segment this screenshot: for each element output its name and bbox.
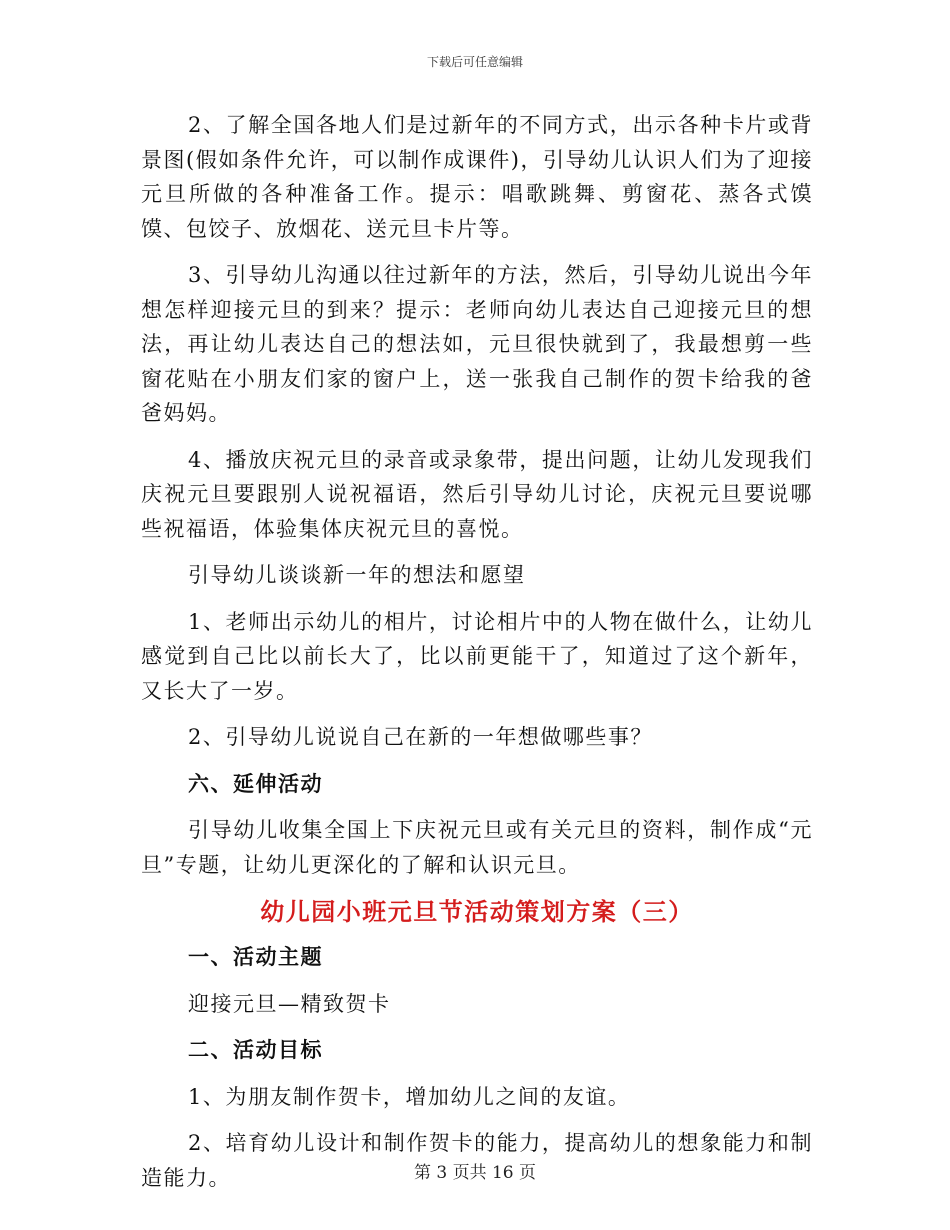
paragraph: 引导幼儿谈谈新一年的想法和愿望 [188, 563, 526, 587]
paragraph: 4、播放庆祝元旦的录音或录象带，提出问题，让幼儿发现我们庆祝元旦要跟别人说祝福语，然后引导幼儿讨论，庆祝元旦要说哪些祝福语，体验集体庆祝元旦的喜悦。 [141, 447, 813, 541]
page-header: 下载后可任意编辑 [426, 55, 523, 69]
paragraph: 引导幼儿收集全国上下庆祝元旦或有关元旦的资料，制作成“元旦”专题，让幼儿更深化的了解和认识元旦。 [141, 818, 813, 877]
section-title: 幼儿园小班元旦节活动策划方案（三） [260, 897, 694, 926]
paragraph: 1、老师出示幼儿的相片，讨论相片中的人物在做什么，让幼儿感觉到自己比以前长大了，比以前更能干了，知道过了这个新年，又长大了一岁。 [141, 609, 813, 703]
document-body [141, 108, 813, 1207]
paragraph: 2、了解全国各地人们是过新年的不同方式，出示各种卡片或背景图(假如条件允许，可以制作成课件)，引导幼儿认识人们为了迎接元旦所做的各种准备工作。提示：唱歌跳舞、剪窗花、蒸各式馍馍、包饺子、放烟花、送元旦卡片等。 [141, 113, 813, 241]
section-heading: 二、活动目标 [188, 1037, 323, 1062]
paragraph: 2、培育幼儿设计和制作贺卡的能力，提高幼儿的想象能力和制造能力。 [141, 1131, 813, 1190]
paragraph: 2、引导幼儿说说自己在新的一年想做哪些事？ [188, 725, 653, 749]
section-heading: 六、延伸活动 [188, 770, 323, 796]
paragraph: 迎接元旦—精致贺卡 [188, 991, 391, 1016]
paragraph: 1、为朋友制作贺卡，增加幼儿之间的友谊。 [188, 1084, 631, 1109]
paragraph: 3、引导幼儿沟通以往过新年的方法，然后，引导幼儿说出今年想怎样迎接元旦的到来？提示：老师向幼儿表达自己迎接元旦的想法，再让幼儿表达自己的想法如，元旦很快就到了，我最想剪一些窗花贴在小朋友们家的窗户上，送一张我自己制作的贺卡给我的爸爸妈妈。 [141, 263, 813, 425]
section-heading: 一、活动主题 [188, 944, 323, 969]
page-footer: 第 3 页共 16 页 [413, 1163, 537, 1183]
